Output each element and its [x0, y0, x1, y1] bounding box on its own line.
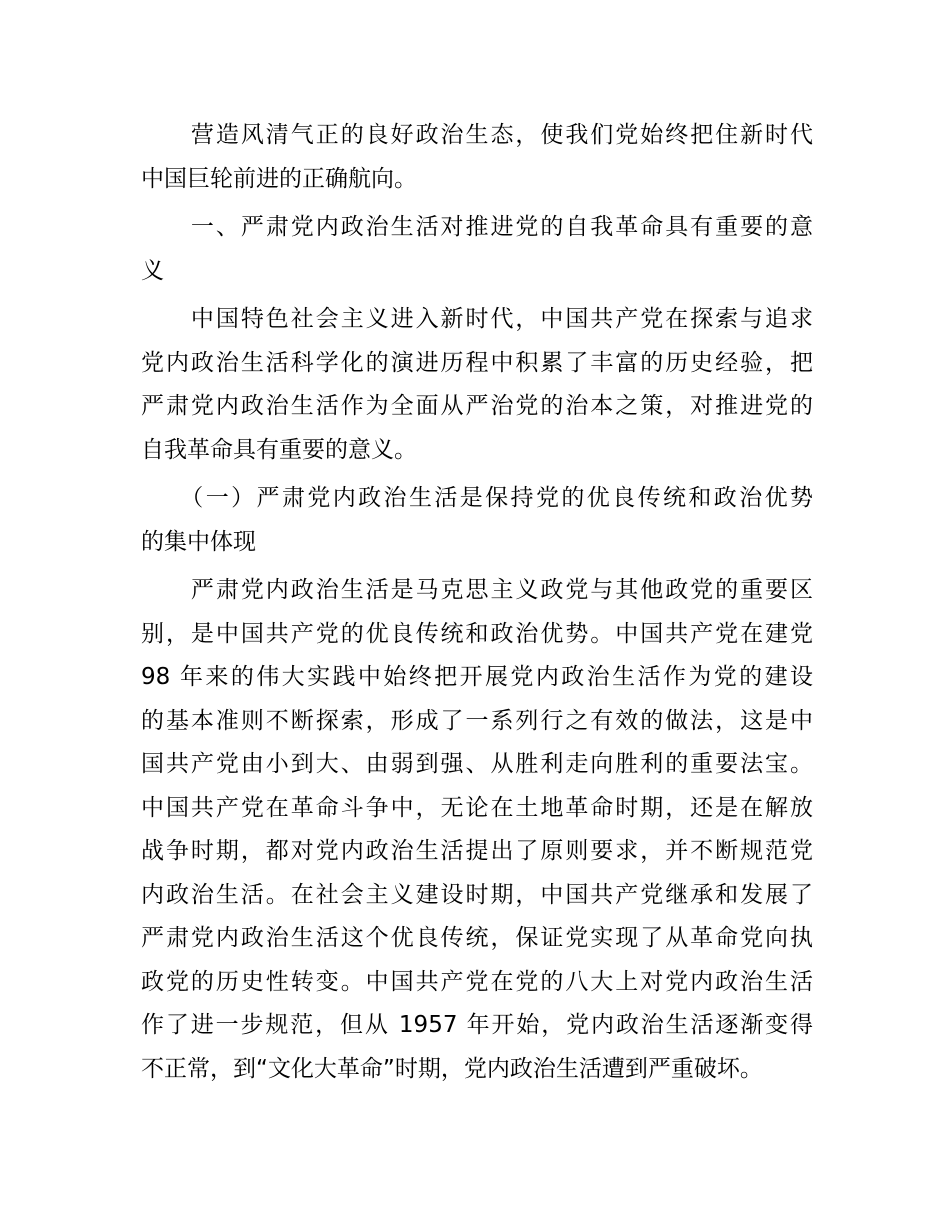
document-body — [141, 114, 813, 1091]
text-line: 98 年来的伟大实践中始终把开展党内政治生活作为党的建设 — [141, 664, 813, 690]
text-line: 的基本准则不断探索，形成了一系列行之有效的做法，这是中 — [141, 707, 813, 734]
text-line: 严肃党内政治生活作为全面从严治党的治本之策，对推进党的 — [141, 393, 813, 419]
text-line: 中国共产党在革命斗争中，无论在土地革命时期，还是在解放 — [141, 794, 813, 821]
text-line: 的集中体现 — [141, 528, 256, 555]
text-line: （一）严肃党内政治生活是保持党的优良传统和政治优势 — [141, 485, 813, 511]
text-line: 内政治生活。在社会主义建设时期，中国共产党继承和发展了 — [141, 881, 813, 908]
text-line: 别，是中国共产党的优良传统和政治优势。中国共产党在建党 — [141, 620, 813, 647]
text-line: 党内政治生活科学化的演进历程中积累了丰富的历史经验，把 — [141, 349, 813, 376]
text-line: 营造风清气正的良好政治生态，使我们党始终把住新时代 — [141, 122, 813, 148]
text-line: 严肃党内政治生活这个优良传统，保证党实现了从革命党向执 — [141, 925, 813, 951]
paragraph-intro — [141, 114, 813, 201]
text-line: 自我革命具有重要的意义。 — [141, 436, 417, 463]
text-line: 作了进一步规范，但从 1957 年开始，党内政治生活逐渐变得 — [141, 1012, 813, 1038]
text-line: 一、严肃党内政治生活对推进党的自我革命具有重要的意 — [141, 214, 813, 240]
text-line: 中国特色社会主义进入新时代，中国共产党在探索与追求 — [141, 306, 813, 332]
text-line: 国共产党由小到大、由弱到强、从胜利走向胜利的重要法宝。 — [141, 751, 813, 777]
text-line: 战争时期，都对党内政治生活提出了原则要求，并不断规范党 — [141, 838, 813, 864]
section-heading — [141, 206, 813, 293]
text-line: 不正常，到“文化大革命”时期，党内政治生活遭到严重破坏。 — [141, 1055, 763, 1082]
text-line: 政党的历史性转变。中国共产党在党的八大上对党内政治生活 — [141, 968, 813, 995]
text-line: 中国巨轮前进的正确航向。 — [141, 165, 417, 192]
subsection-heading — [141, 477, 813, 564]
paragraph-body — [141, 569, 813, 1091]
paragraph-section-intro — [141, 298, 813, 472]
text-line: 严肃党内政治生活是马克思主义政党与其他政党的重要区 — [141, 577, 813, 603]
text-line: 义 — [141, 257, 164, 284]
